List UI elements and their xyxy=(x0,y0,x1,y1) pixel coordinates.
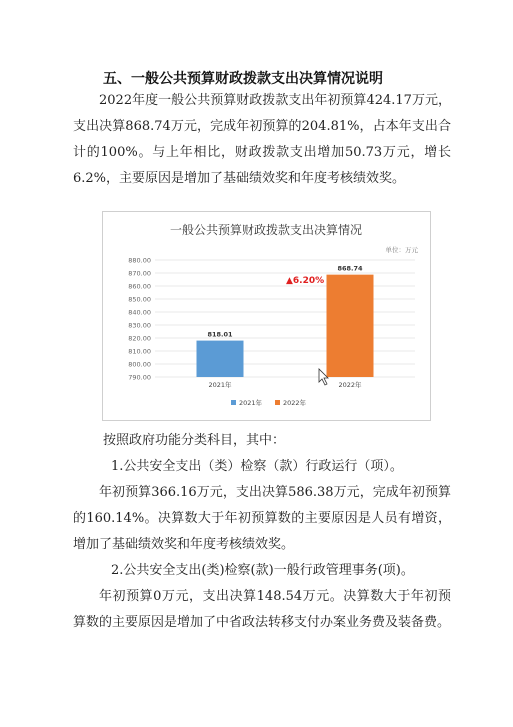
chart-bar xyxy=(197,341,244,377)
chart-data-label: 868.74 xyxy=(337,264,363,273)
chart-growth-annotation: ▲6.20% xyxy=(286,276,325,286)
chart-x-tick-label: 2021年 xyxy=(208,381,232,389)
chart-data-label: 818.01 xyxy=(207,330,233,339)
chart-y-tick-label: 810.00 xyxy=(128,347,151,356)
item1-title: 1.公共安全支出（类）检察（款）行政运行（项）。 xyxy=(111,459,403,474)
expenditure-chart xyxy=(102,211,431,421)
chart-y-tick-label: 880.00 xyxy=(128,256,151,265)
classification-intro: 按照政府功能分类科目，其中： xyxy=(103,433,286,448)
chart-canvas xyxy=(103,212,430,420)
chart-x-axis xyxy=(208,380,362,389)
section-heading: 五、一般公共预算财政拨款支出决算情况说明 xyxy=(103,71,383,87)
item1-body: 年初预算366.16万元，支出决算586.38万元，完成年初预算的160.14%。决算数大于年初预算数的主要原因是人员有增资，增加了基础绩效奖和年度考核绩效奖。 xyxy=(73,485,451,552)
chart-y-tick-label: 860.00 xyxy=(128,282,151,291)
chart-x-tick-label: 2022年 xyxy=(338,381,362,389)
chart-legend-swatch xyxy=(275,400,280,405)
chart-gridlines xyxy=(155,260,415,377)
chart-bars xyxy=(197,265,374,377)
chart-y-axis xyxy=(128,257,151,382)
chart-y-tick-label: 840.00 xyxy=(128,308,151,317)
chart-legend xyxy=(231,398,307,407)
item2-title: 2.公共安全支出(类)检察(款)一般行政管理事务(项)。 xyxy=(111,563,414,578)
chart-bar xyxy=(327,275,374,377)
chart-legend-label: 2022年 xyxy=(283,399,307,407)
chart-unit-label: 单位：万元 xyxy=(385,246,418,254)
chart-y-tick-label: 870.00 xyxy=(128,269,151,278)
chart-legend-label: 2021年 xyxy=(239,399,263,407)
chart-y-tick-label: 790.00 xyxy=(128,373,151,382)
chart-y-tick-label: 850.00 xyxy=(128,295,151,304)
item2-body: 年初预算0万元，支出决算148.54万元。决算数大于年初预算数的主要原因是增加了中省政法转移支付办案业务费及装备费。 xyxy=(73,589,451,630)
intro-paragraph: 2022年度一般公共预算财政拨款支出年初预算424.17万元，支出决算868.74万元，完成年初预算的204.81%，占本年支出合计的100%。与上年相比，财政拨款支出增加50.73万元，增长6.2%，主要原因是增加了基础绩效奖和年度考核绩效奖。 xyxy=(73,93,451,186)
chart-title: 一般公共预算财政拨款支出决算情况 xyxy=(169,223,363,237)
chart-legend-swatch xyxy=(231,400,236,405)
chart-y-tick-label: 800.00 xyxy=(128,360,151,369)
chart-y-tick-label: 830.00 xyxy=(128,321,151,330)
chart-y-tick-label: 820.00 xyxy=(128,334,151,343)
